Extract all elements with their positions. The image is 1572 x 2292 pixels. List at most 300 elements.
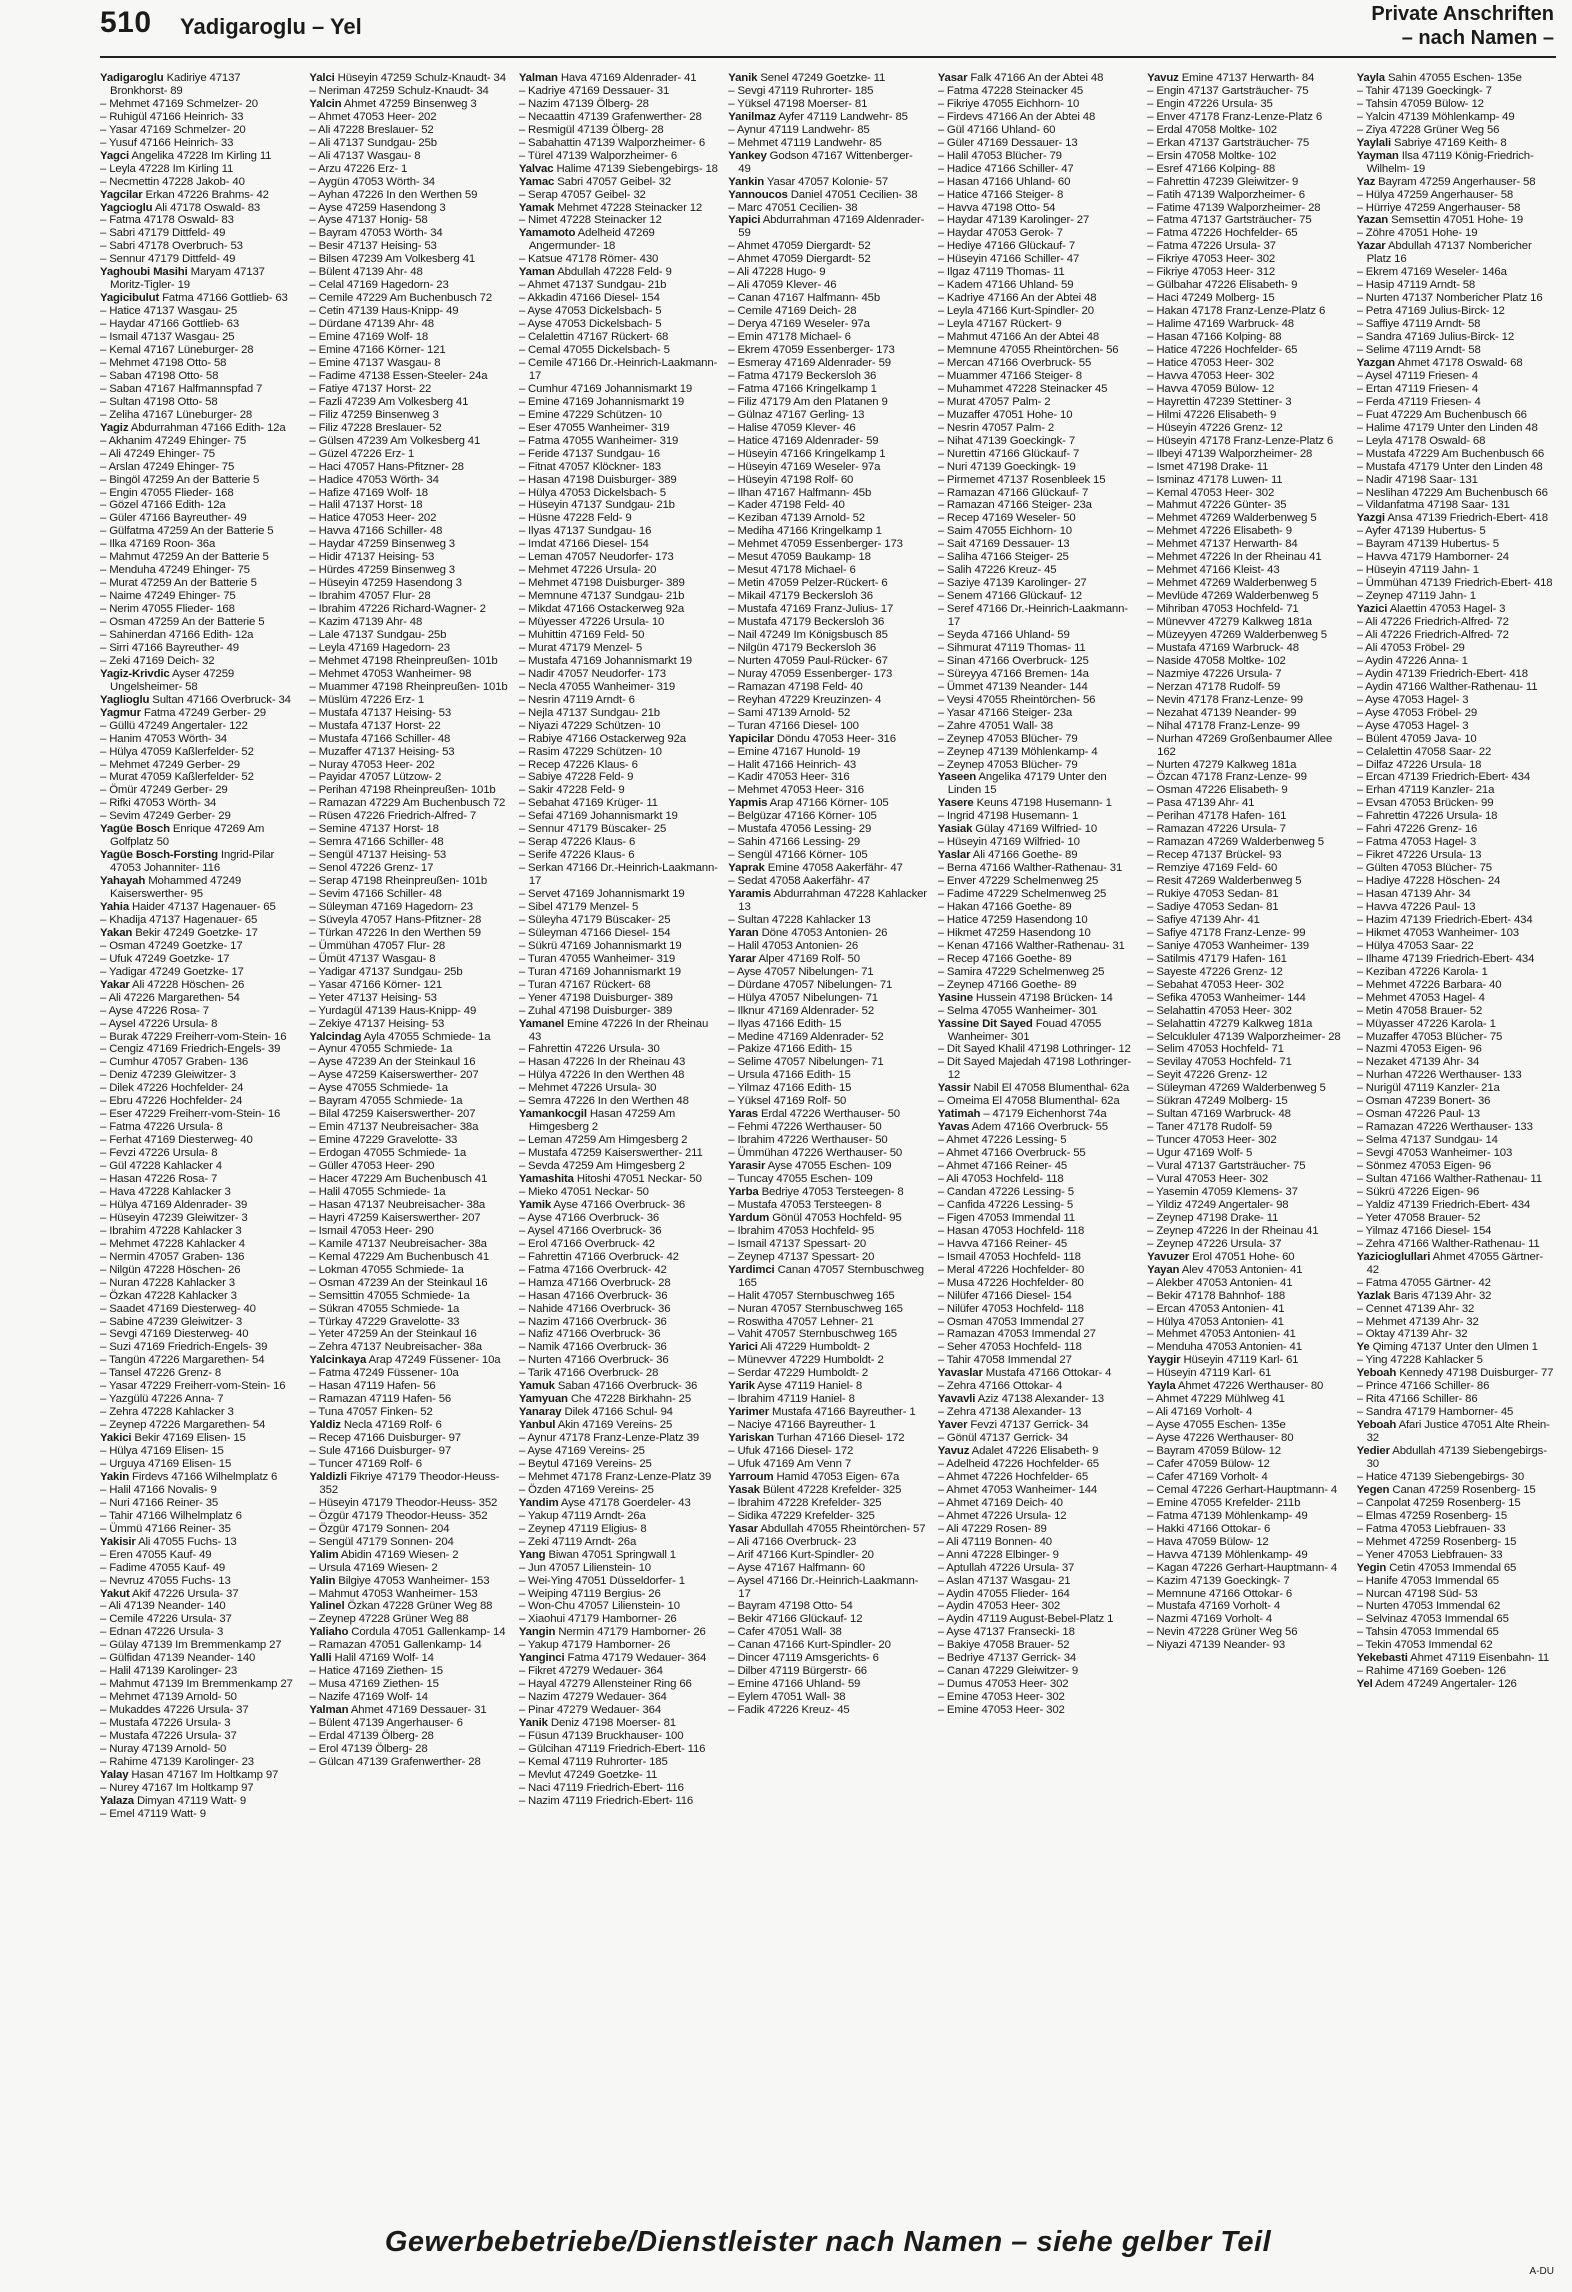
listing-detail: – Emel 47119 Watt- 9 xyxy=(100,1807,206,1820)
listing-entry xyxy=(309,629,508,642)
listing-detail: – Hadice 47166 Schiller- 47 xyxy=(937,162,1074,175)
listing-entry xyxy=(1357,383,1556,396)
listing-entry xyxy=(938,1445,1137,1458)
listing-detail: – Sidika 47229 Krefelder- 325 xyxy=(728,1509,875,1522)
listing-entry xyxy=(519,746,718,759)
listing-detail: – Hava 47228 Kahlacker 3 xyxy=(100,1185,231,1198)
listing-entry xyxy=(938,72,1137,85)
listing-detail: – Resmigül 47139 Ölberg- 28 xyxy=(518,123,664,136)
listing-detail: – Hüseyin 47119 Jahn- 1 xyxy=(1356,564,1479,577)
listing-entry xyxy=(938,1613,1137,1626)
listing-detail: Baris 47139 Ahr- 32 xyxy=(1393,1289,1492,1302)
listing-entry xyxy=(100,1808,299,1821)
listing-entry xyxy=(1357,1095,1556,1108)
listing-detail: – Yeter 47137 Heising- 53 xyxy=(309,991,437,1004)
listing-entry xyxy=(100,499,299,512)
listing-entry xyxy=(728,1328,927,1341)
listing-entry xyxy=(519,525,718,538)
listing-surname: Yasiak xyxy=(937,823,973,836)
listing-detail: – Aptullah 47226 Ursula- 37 xyxy=(937,1561,1075,1574)
listing-entry xyxy=(728,1199,927,1212)
listing-entry xyxy=(309,720,508,733)
listing-detail: – Sengül 47179 Sonnen- 204 xyxy=(309,1535,454,1548)
listing-detail: – Osman 47239 An der Steinkaul 16 xyxy=(309,1276,488,1289)
listing-detail: – Sevgi 47053 Wanheimer- 103 xyxy=(1356,1147,1513,1160)
listing-entry xyxy=(938,1316,1137,1329)
listing-detail: – Leman 47057 Neudorfer- 173 xyxy=(518,551,674,564)
listing-detail: – Serap 47057 Geibel- 32 xyxy=(518,188,646,201)
listing-entry xyxy=(519,409,718,422)
listing-entry xyxy=(1357,616,1556,629)
listing-entry xyxy=(100,1005,299,1018)
listing-detail: – Sefika 47053 Wanheimer- 144 xyxy=(1147,991,1306,1004)
listing-detail: – Mehmet 47178 Franz-Lenze-Platz 39 xyxy=(518,1470,712,1483)
listing-entry xyxy=(728,202,927,215)
listing-entry xyxy=(309,875,508,888)
listing-detail: – Hayri 47259 Kaiserswerther- 207 xyxy=(309,1211,481,1224)
listing-detail: Hüseyin 47259 Schulz-Knaudt- 34 xyxy=(337,72,506,84)
listing-detail: – Sahin 47166 Lessing- 29 xyxy=(728,836,861,849)
listing-detail: – Ahmet 47053 Heer- 202 xyxy=(309,110,437,123)
listing-entry xyxy=(309,707,508,720)
listing-entry xyxy=(728,1225,927,1238)
listing-entry xyxy=(728,279,927,292)
listing-entry xyxy=(1147,137,1346,150)
listing-entry xyxy=(728,1665,927,1678)
listing-entry xyxy=(1357,966,1556,979)
listing-detail: – Ali 47249 Ehinger- 75 xyxy=(100,447,215,460)
listing-detail: – Recep 47169 Weseler- 50 xyxy=(937,512,1076,525)
listing-detail: – Selim 47053 Hochfeld- 71 xyxy=(1147,1043,1284,1056)
listing-detail: – Ferda 47119 Friesen- 4 xyxy=(1356,395,1481,408)
listing-entry xyxy=(938,1575,1137,1588)
listing-detail: – Nail 47249 Im Königsbusch 85 xyxy=(728,628,888,641)
listing-detail: – Remziye 47169 Feld- 60 xyxy=(1147,862,1278,875)
listing-entry xyxy=(938,253,1137,266)
listing-detail: – Ali 47169 Vorholt- 4 xyxy=(1147,1406,1253,1419)
listing-entry xyxy=(100,992,299,1005)
listing-entry xyxy=(519,1536,718,1549)
listing-detail: – Ayse 47167 Halfmann- 60 xyxy=(728,1561,865,1574)
listing-detail: – Fahri 47226 Grenz- 16 xyxy=(1356,823,1478,836)
listing-detail: – Ilyas 47166 Edith- 15 xyxy=(728,1017,842,1030)
listing-surname: Yazar xyxy=(1356,240,1386,253)
listing-entry xyxy=(1147,344,1346,357)
listing-entry xyxy=(309,849,508,862)
listing-detail: – Müzeyyen 47269 Walderbenweg 5 xyxy=(1147,628,1327,641)
listing-entry xyxy=(728,422,927,435)
listing-detail: – Zeynep 47198 Drake- 11 xyxy=(1147,1211,1279,1224)
listing-detail: – Hüseyin 47226 Grenz- 12 xyxy=(1147,421,1283,434)
listing-entry xyxy=(309,202,508,215)
listing-entry xyxy=(938,707,1137,720)
listing-detail: – Candan 47226 Lessing- 5 xyxy=(937,1185,1074,1198)
listing-entry xyxy=(519,681,718,694)
listing-detail: – Senem 47166 Glückauf- 12 xyxy=(937,590,1082,603)
listing-detail: Biwan 47051 Springwall 1 xyxy=(548,1548,676,1561)
listing-detail: Abdullah 47139 Siebengebirgs- 30 xyxy=(1366,1445,1547,1470)
listing-entry xyxy=(1357,629,1556,642)
listing-entry xyxy=(100,1575,299,1588)
listing-detail: – Mukaddes 47226 Ursula- 37 xyxy=(100,1704,249,1717)
listing-entry xyxy=(100,1277,299,1290)
listing-entry xyxy=(309,668,508,681)
listing-entry xyxy=(1357,642,1556,655)
listing-detail: – Kemal 47229 Am Buchenbusch 41 xyxy=(309,1250,490,1263)
listing-detail: – Seyda 47166 Uhland- 59 xyxy=(937,628,1070,641)
listing-detail: – Yener 47198 Duisburger- 389 xyxy=(518,991,673,1004)
listing-entry xyxy=(519,616,718,629)
listing-entry xyxy=(519,202,718,215)
listing-detail: – Hürdes 47259 Binsenweg 3 xyxy=(309,564,455,577)
listing-surname: Yamanel xyxy=(518,1017,565,1030)
listing-detail: – Hülya 47053 Dickelsbach- 5 xyxy=(518,486,666,499)
listing-detail: – Nezahat 47139 Neander- 99 xyxy=(1147,706,1297,719)
listing-entry xyxy=(728,292,927,305)
listing-detail: – Turan 47167 Rückert- 68 xyxy=(518,978,651,991)
listing-entry xyxy=(938,266,1137,279)
listing-entry xyxy=(309,810,508,823)
listing-entry xyxy=(1147,551,1346,564)
listing-detail: – Halime 47169 Warbruck- 48 xyxy=(1147,318,1294,331)
listing-surname: Yeboah xyxy=(1356,1367,1397,1380)
listing-entry xyxy=(728,72,927,85)
listing-entry xyxy=(309,1704,508,1717)
listing-detail: – Hasip 47119 Arndt- 58 xyxy=(1356,279,1476,292)
listing-detail: Akif 47226 Ursula- 37 xyxy=(132,1587,239,1600)
listing-entry xyxy=(728,810,927,823)
listing-detail: – Halil 47166 Novalis- 9 xyxy=(100,1483,217,1496)
listing-entry xyxy=(728,1613,927,1626)
listing-entry xyxy=(100,176,299,189)
listing-entry xyxy=(1357,1562,1556,1575)
listing-detail: – Murat 47179 Menzel- 5 xyxy=(518,641,643,654)
listing-surname: Yavuzer xyxy=(1147,1250,1190,1263)
listing-entry xyxy=(1147,176,1346,189)
listing-entry xyxy=(1147,525,1346,538)
listing-detail: – Hülya 47059 Kaßlerfelder- 52 xyxy=(100,745,254,758)
listing-entry xyxy=(309,1393,508,1406)
listing-entry xyxy=(519,797,718,810)
listing-detail: – Mehmet 47169 Schmelzer- 20 xyxy=(100,97,258,110)
listing-entry xyxy=(938,422,1137,435)
listing-detail: Fikriye 47179 Theodor-Heuss- 352 xyxy=(319,1470,500,1496)
listing-entry xyxy=(519,383,718,396)
listing-detail: – Süveyla 47057 Hans-Pfitzner- 28 xyxy=(309,913,482,926)
listing-entry xyxy=(309,474,508,487)
listing-detail: – Ursula 47169 Wiesen- 2 xyxy=(309,1561,438,1574)
listing-entry xyxy=(938,603,1137,629)
listing-entry xyxy=(1357,474,1556,487)
listing-entry xyxy=(1147,810,1346,823)
listing-surname: Yankey xyxy=(728,149,767,162)
listing-detail: – Mehmet 47119 Landwehr- 85 xyxy=(728,136,882,149)
listing-surname: Yaman xyxy=(518,266,555,279)
listing-detail: – Sevilay 47053 Hochfeld- 71 xyxy=(1147,1056,1292,1069)
listing-entry xyxy=(1147,784,1346,797)
listing-detail: Bekir 47169 Elisen- 15 xyxy=(134,1432,246,1445)
listing-detail: – Ayse 47239 An der Steinkaul 16 xyxy=(309,1056,476,1069)
listing-entry xyxy=(1147,914,1346,927)
listing-entry xyxy=(938,1147,1137,1160)
listing-detail: – Canpolat 47259 Rosenberg- 15 xyxy=(1356,1496,1521,1509)
listing-entry xyxy=(1147,1173,1346,1186)
listing-entry xyxy=(309,189,508,202)
listing-detail: – Haydar 47259 Binsenweg 3 xyxy=(309,538,455,551)
listing-detail: Abdullah 47055 Rheintörchen- 57 xyxy=(760,1522,926,1535)
listing-entry xyxy=(1357,370,1556,383)
listing-entry xyxy=(1357,1484,1556,1497)
listing-entry xyxy=(1147,448,1346,461)
listing-detail: – Nazmi 47169 Vorholt- 4 xyxy=(1147,1613,1273,1626)
listing-detail: Fatma 47166 Gottlieb- 63 xyxy=(162,292,288,305)
listing-detail: – Emin 47178 Michael- 6 xyxy=(728,331,851,344)
listing-entry xyxy=(1357,1393,1556,1406)
listing-surname: Yayan xyxy=(1147,1263,1180,1276)
listing-entry xyxy=(100,1354,299,1367)
listing-entry xyxy=(938,1510,1137,1523)
listing-entry xyxy=(519,992,718,1005)
listing-entry xyxy=(100,292,299,305)
listing-entry xyxy=(1147,1626,1346,1639)
listing-entry xyxy=(1357,98,1556,111)
listing-detail: – Hasan 47226 In der Rheinau 43 xyxy=(518,1056,686,1069)
listing-detail: – Yakup 47179 Hamborner- 26 xyxy=(518,1639,671,1652)
listing-entry xyxy=(1147,111,1346,124)
listing-entry xyxy=(519,901,718,914)
listing-detail: – Ahmet 47166 Reiner- 45 xyxy=(937,1160,1068,1173)
listing-entry xyxy=(728,953,927,966)
listing-surname: Yaras xyxy=(728,1108,758,1121)
listing-detail: – Reyhan 47229 Kreuzinzen- 4 xyxy=(728,693,882,706)
listing-detail: Ayse 47166 Overbruck- 36 xyxy=(553,1198,686,1211)
listing-entry xyxy=(1147,629,1346,642)
listing-detail: – Fatma 47226 Hochfelder- 65 xyxy=(1147,227,1298,240)
listing-surname: Yanilmaz xyxy=(728,110,776,123)
listing-detail: – Mehmet 47228 Kahlacker 4 xyxy=(100,1237,245,1250)
listing-detail: – Aynur 47119 Landwehr- 85 xyxy=(728,123,870,136)
listing-detail: – Mercan 47166 Overbruck- 55 xyxy=(937,356,1092,369)
listing-entry xyxy=(100,370,299,383)
listing-detail: – Lokman 47055 Schmiede- 1a xyxy=(309,1263,464,1276)
listing-surname: Yarici xyxy=(728,1341,758,1354)
listing-detail: – Selime 47057 Nibelungen- 71 xyxy=(728,1056,884,1069)
listing-entry xyxy=(1147,214,1346,227)
listing-entry xyxy=(938,189,1137,202)
listing-entry xyxy=(1147,564,1346,577)
listing-detail: Ayser 47259 Ungelsheimer- 58 xyxy=(110,667,235,693)
listing-entry xyxy=(1147,694,1346,707)
listing-detail: – Havva 47166 Reiner- 45 xyxy=(937,1237,1068,1250)
listing-detail: Fatma 47249 Gerber- 29 xyxy=(143,706,266,719)
listing-entry xyxy=(1147,655,1346,668)
listing-detail: – Sabine 47239 Gleiwitzer- 3 xyxy=(100,1315,243,1328)
listing-entry xyxy=(728,1160,927,1173)
listing-entry xyxy=(519,836,718,849)
listing-surname: Yagicibulut xyxy=(100,292,160,305)
listing-detail: – Hülya 47053 Saar- 22 xyxy=(1356,939,1474,952)
listing-entry xyxy=(728,707,927,720)
listing-entry xyxy=(1357,746,1556,759)
listing-entry xyxy=(100,1626,299,1639)
listing-detail: – Tahir 47058 Immendal 27 xyxy=(937,1354,1072,1367)
listing-surname: Yahia xyxy=(100,901,130,913)
listing-detail: – Khadija 47137 Hagenauer- 65 xyxy=(100,913,258,926)
listing-entry xyxy=(1357,551,1556,564)
listing-entry xyxy=(100,1549,299,1562)
listing-surname: Yavavli xyxy=(937,1393,976,1406)
listing-surname: Yapmis xyxy=(728,797,768,810)
listing-detail: – Hatice 47169 Aldenrader- 59 xyxy=(728,434,879,447)
listing-entry xyxy=(309,1639,508,1652)
listing-entry xyxy=(519,1173,718,1186)
listing-detail: – Celal 47169 Hagedorn- 23 xyxy=(309,279,449,292)
listing-detail: Adalet 47226 Elisabeth- 9 xyxy=(971,1445,1099,1458)
listing-detail: Ahmet 47226 Werthauser- 80 xyxy=(1177,1380,1324,1393)
listing-surname: Yamuk xyxy=(518,1380,555,1393)
listing-entry xyxy=(1147,227,1346,240)
listing-detail: – Nevruz 47055 Fuchs- 13 xyxy=(100,1574,231,1587)
listing-entry xyxy=(938,1005,1137,1018)
listing-entry xyxy=(1147,512,1346,525)
listing-surname: Yazgi xyxy=(1356,512,1385,525)
listing-detail: – Serap 47226 Klaus- 6 xyxy=(518,836,636,849)
listing-detail: – Ümmet 47139 Neander- 144 xyxy=(937,680,1088,693)
listing-entry xyxy=(519,629,718,642)
listing-entry xyxy=(1147,150,1346,163)
listing-entry xyxy=(938,577,1137,590)
listing-detail: Sahin 47055 Eschen- 135e xyxy=(1387,72,1522,84)
listing-entry xyxy=(309,1018,508,1031)
listing-detail: – Ayse 47057 Nibelungen- 71 xyxy=(728,965,874,978)
listing-detail: – Ali 47139 Neander- 140 xyxy=(100,1600,226,1613)
listing-detail: – Fahrettin 47239 Gleiwitzer- 9 xyxy=(1147,175,1299,188)
listing-entry xyxy=(938,499,1137,512)
listing-detail: Emine 47137 Herwarth- 84 xyxy=(1181,72,1315,84)
listing-entry xyxy=(938,655,1137,668)
listing-detail: – Haci 47249 Molberg- 15 xyxy=(1147,292,1275,305)
listing-detail: – Tuncer 47053 Heer- 302 xyxy=(1147,1134,1277,1147)
listing-surname: Yalin xyxy=(309,1574,336,1587)
listing-detail: – Erhan 47119 Kanzler- 21a xyxy=(1356,784,1495,797)
listing-entry xyxy=(100,383,299,396)
listing-detail: – Filiz 47228 Breslauer- 52 xyxy=(309,421,442,434)
listing-surname: Yavaslar xyxy=(937,1367,983,1380)
listing-entry xyxy=(1357,979,1556,992)
listing-entry xyxy=(100,318,299,331)
listing-detail: – Deniz 47239 Gleiwitzer- 3 xyxy=(100,1069,236,1082)
listing-entry xyxy=(728,305,927,318)
listing-detail: – Nevin 47228 Grüner Weg 56 xyxy=(1147,1626,1298,1639)
listing-detail: – Musa 47226 Hochfelder- 80 xyxy=(937,1276,1084,1289)
listing-detail: – Kemal 47119 Ruhrorter- 185 xyxy=(518,1755,668,1768)
listing-detail: Ansa 47139 Friedrich-Ebert- 418 xyxy=(1387,512,1548,525)
listing-entry xyxy=(1147,72,1346,85)
listing-entry xyxy=(1357,1018,1556,1031)
listing-detail: – Zeynep 47226 Margarethen- 54 xyxy=(100,1419,266,1432)
listing-entry xyxy=(100,1082,299,1095)
listing-entry xyxy=(519,1316,718,1329)
listing-entry xyxy=(100,1704,299,1717)
listing-entry xyxy=(938,1354,1137,1367)
listing-detail: – Ursula 47166 Edith- 15 xyxy=(728,1069,851,1082)
listing-detail: – Ayse 47053 Fröbel- 29 xyxy=(1356,706,1478,719)
listing-detail: – Alekber 47053 Antonien- 41 xyxy=(1147,1276,1293,1289)
listing-detail: – Muhammet 47228 Steinacker 45 xyxy=(937,382,1108,395)
listing-detail: – Osman 47259 An der Batterie 5 xyxy=(100,616,265,629)
listing-entry xyxy=(1357,1238,1556,1251)
listing-detail: – Bayram 47139 Hubertus- 5 xyxy=(1356,538,1499,551)
listing-detail: – Dürdane 47139 Ahr- 48 xyxy=(309,318,434,331)
listing-detail: – Süreyya 47166 Bremen- 14a xyxy=(937,667,1089,680)
listing-entry xyxy=(1357,797,1556,810)
listing-detail: – Sakir 47228 Feld- 9 xyxy=(518,784,625,797)
listing-detail: – Mustafa 47169 Johannismarkt 19 xyxy=(518,654,692,667)
listing-entry xyxy=(100,253,299,266)
listing-entry xyxy=(1147,1031,1346,1044)
listing-entry xyxy=(519,1354,718,1367)
listing-surname: Yeboah xyxy=(1356,1419,1397,1432)
listing-detail: – Özcan 47178 Franz-Lenze- 99 xyxy=(1147,771,1307,784)
listing-entry xyxy=(519,1393,718,1406)
listing-detail: – Selma 47055 Wanheimer- 301 xyxy=(937,1004,1098,1017)
listing-entry xyxy=(100,1562,299,1575)
listing-detail: – Ramazan 47229 Am Buchenbusch 72 xyxy=(309,797,506,810)
listing-detail: – Leyla 47167 Rückert- 9 xyxy=(937,318,1062,331)
listing-entry xyxy=(100,240,299,253)
listing-entry xyxy=(1357,1277,1556,1290)
listing-detail: Necla 47169 Rolf- 6 xyxy=(343,1419,442,1432)
listing-entry xyxy=(1357,1251,1556,1277)
listing-detail: – Hülya 47169 Elisen- 15 xyxy=(100,1445,224,1458)
listing-entry xyxy=(519,111,718,124)
listing-detail: – Hamza 47166 Overbruck- 28 xyxy=(518,1276,671,1289)
listing-detail: – Enver 47178 Franz-Lenze-Platz 6 xyxy=(1147,110,1323,123)
listing-entry xyxy=(100,771,299,784)
listing-entry xyxy=(1147,292,1346,305)
listing-detail: Godson 47167 Wittenberger- 49 xyxy=(738,149,913,175)
listing-detail: – Mehmet 47166 Kleist- 43 xyxy=(1147,564,1280,577)
listing-entry xyxy=(309,1056,508,1069)
listing-detail: Bayram 47259 Angerhauser- 58 xyxy=(1378,175,1536,188)
listing-detail: – Sihmurat 47119 Thomas- 11 xyxy=(937,641,1086,654)
listing-entry xyxy=(519,499,718,512)
listing-entry xyxy=(1357,292,1556,305)
listing-detail: – Sandra 47179 Hamborner- 45 xyxy=(1356,1406,1514,1419)
listing-detail: – Hikmet 47259 Hasendong 10 xyxy=(937,926,1091,939)
listing-entry xyxy=(519,810,718,823)
listing-detail: – Zeki 47169 Deich- 32 xyxy=(100,654,215,667)
listing-entry xyxy=(938,1704,1137,1717)
listing-entry xyxy=(1147,733,1346,759)
listing-detail: – Zehra 47166 Walther-Rathenau- 11 xyxy=(1356,1237,1540,1250)
listing-entry xyxy=(519,733,718,746)
listing-entry xyxy=(309,1510,508,1523)
listing-detail: – Burak 47229 Freiherr-vom-Stein- 16 xyxy=(100,1030,287,1043)
listing-entry xyxy=(938,953,1137,966)
listing-detail: – Mehmet 47269 Walderbenweg 5 xyxy=(1147,577,1317,590)
listing-entry xyxy=(519,927,718,940)
listing-detail: – Fatma 47139 Möhlenkamp- 49 xyxy=(1147,1509,1308,1522)
listing-entry xyxy=(100,1043,299,1056)
listing-detail: – Serife 47226 Klaus- 6 xyxy=(518,849,635,862)
listing-entry xyxy=(309,1043,508,1056)
listing-detail: – Katsue 47178 Römer- 430 xyxy=(518,253,659,266)
listing-detail: – Ali 47229 Rosen- 89 xyxy=(937,1522,1047,1535)
listing-detail: Adelheid 47269 Angermunder- 18 xyxy=(528,227,655,253)
listing-entry xyxy=(519,266,718,279)
listing-entry xyxy=(1357,331,1556,344)
